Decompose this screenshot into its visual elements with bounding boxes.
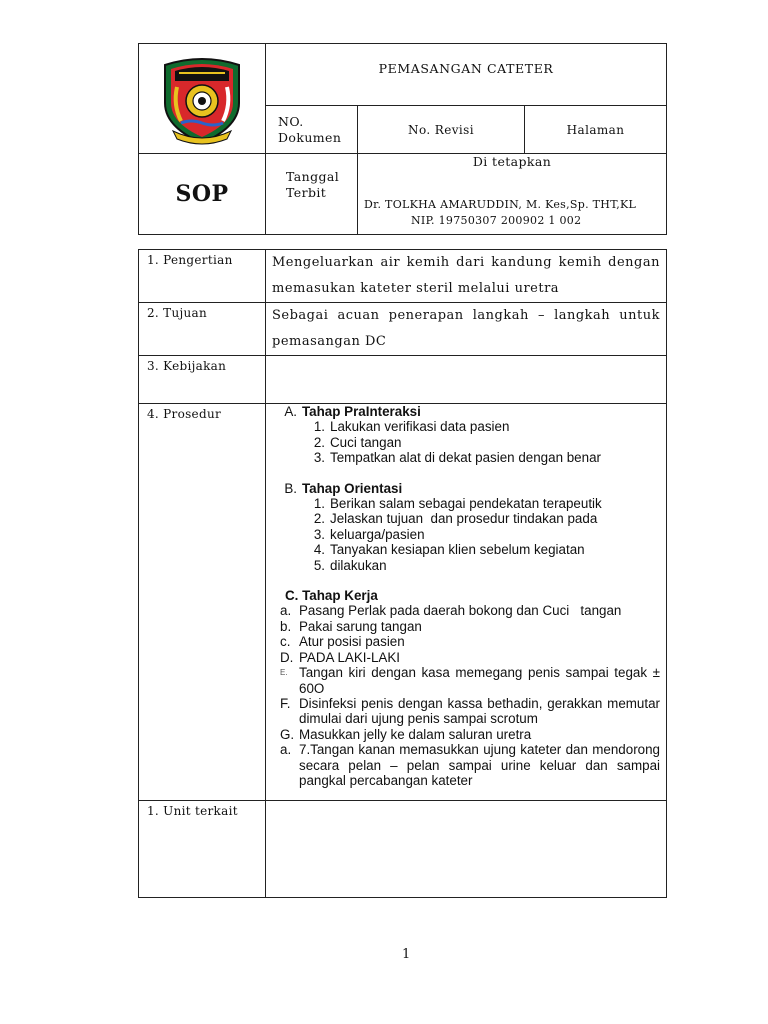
section-b-title: Tahap Orientasi <box>302 480 403 496</box>
ditetapkan-label: Di tetapkan <box>472 154 552 169</box>
row-kebijakan <box>139 356 667 404</box>
sop-label: SOP <box>139 154 266 235</box>
signatory-name: Dr. TOLKHA AMARUDDIN, M. Kes,Sp. THT,KL <box>364 198 637 211</box>
unit-terkait-text <box>266 801 667 898</box>
row-pengertian <box>139 250 667 303</box>
tujuan-label: 2. Tujuan <box>139 303 266 356</box>
row-tujuan <box>139 303 667 356</box>
unit-terkait-label: 1. Unit terkait <box>139 801 266 898</box>
prosedur-content <box>266 404 667 801</box>
no-dokumen-label: NO. Dokumen <box>266 106 358 154</box>
document-title: PEMASANGAN CATETER <box>266 44 667 106</box>
list-item: b. Pakai sarung tangan <box>280 618 422 634</box>
prosedur-label: 4. Prosedur <box>139 404 266 801</box>
section-a-title: Tahap PraInteraksi <box>302 404 421 419</box>
list-item: 3. keluarga/pasien <box>313 526 425 542</box>
section-marker: B. <box>284 480 297 496</box>
list-item: E. Tangan kiri dengan kasa memegang penis sampai tegak ± 60O <box>280 665 660 696</box>
list-item: 4. Tanyakan kesiapan klien sebelum kegiatan <box>313 542 585 558</box>
logo-cell <box>139 44 266 154</box>
list-item: a. Pasang Perlak pada daerah bokong dan Cuci tangan <box>280 603 622 619</box>
sop-content-table <box>138 249 667 898</box>
row-unit-terkait <box>139 801 667 898</box>
list-item: F. Disinfeksi penis dengan kassa bethadin, gerakkan memutar dimulai dari ujung penis sampai scrotum <box>280 695 660 727</box>
list-item: a. 7.Tangan kanan memasukkan ujung kateter dan mendorong secara pelan – pelan sampai urine keluar dan sampai pangkal percabangan kateter <box>280 742 660 788</box>
ditetapkan-cell <box>358 154 667 235</box>
list-item: 1. Berikan salam sebagai pendekatan terapeutik <box>313 496 602 512</box>
list-item: 1. Lakukan verifikasi data pasien <box>313 419 510 435</box>
halaman-label: Halaman <box>525 106 667 154</box>
row-prosedur <box>139 404 667 801</box>
no-revisi-label: No. Revisi <box>358 106 525 154</box>
tanggal-terbit-label: Tanggal Terbit <box>266 154 358 235</box>
pengertian-text: Mengeluarkan air kemih dari kandung kemih dengan memasukan kateter steril melalui uretra <box>266 250 667 303</box>
list-item: G. Masukkan jelly ke dalam saluran uretra <box>280 726 532 742</box>
regional-government-crest-icon <box>157 53 247 145</box>
list-item: 5. dilakukan <box>313 557 387 573</box>
signatory-nip: NIP. 19750307 200902 1 002 <box>411 214 582 227</box>
list-item: D. PADA LAKI-LAKI <box>280 649 400 665</box>
section-b-heading <box>280 481 660 496</box>
list-item: c. Atur posisi pasien <box>280 634 405 650</box>
section-c-title: C. Tahap Kerja <box>285 588 378 604</box>
list-item: 3. Tempatkan alat di dekat pasien dengan benar <box>313 450 601 466</box>
page-number: 1 <box>402 947 411 962</box>
kebijakan-text <box>266 356 667 404</box>
tujuan-text: Sebagai acuan penerapan langkah – langkah untuk pemasangan DC <box>266 303 667 356</box>
sop-header-table <box>138 43 667 235</box>
section-a-heading <box>280 404 660 419</box>
list-item: 2. Jelaskan tujuan dan prosedur tindakan pada <box>313 511 598 527</box>
section-marker: A. <box>284 404 297 419</box>
kebijakan-label: 3. Kebijakan <box>139 356 266 404</box>
list-item: 2. Cuci tangan <box>313 434 402 450</box>
pengertian-label: 1. Pengertian <box>139 250 266 303</box>
